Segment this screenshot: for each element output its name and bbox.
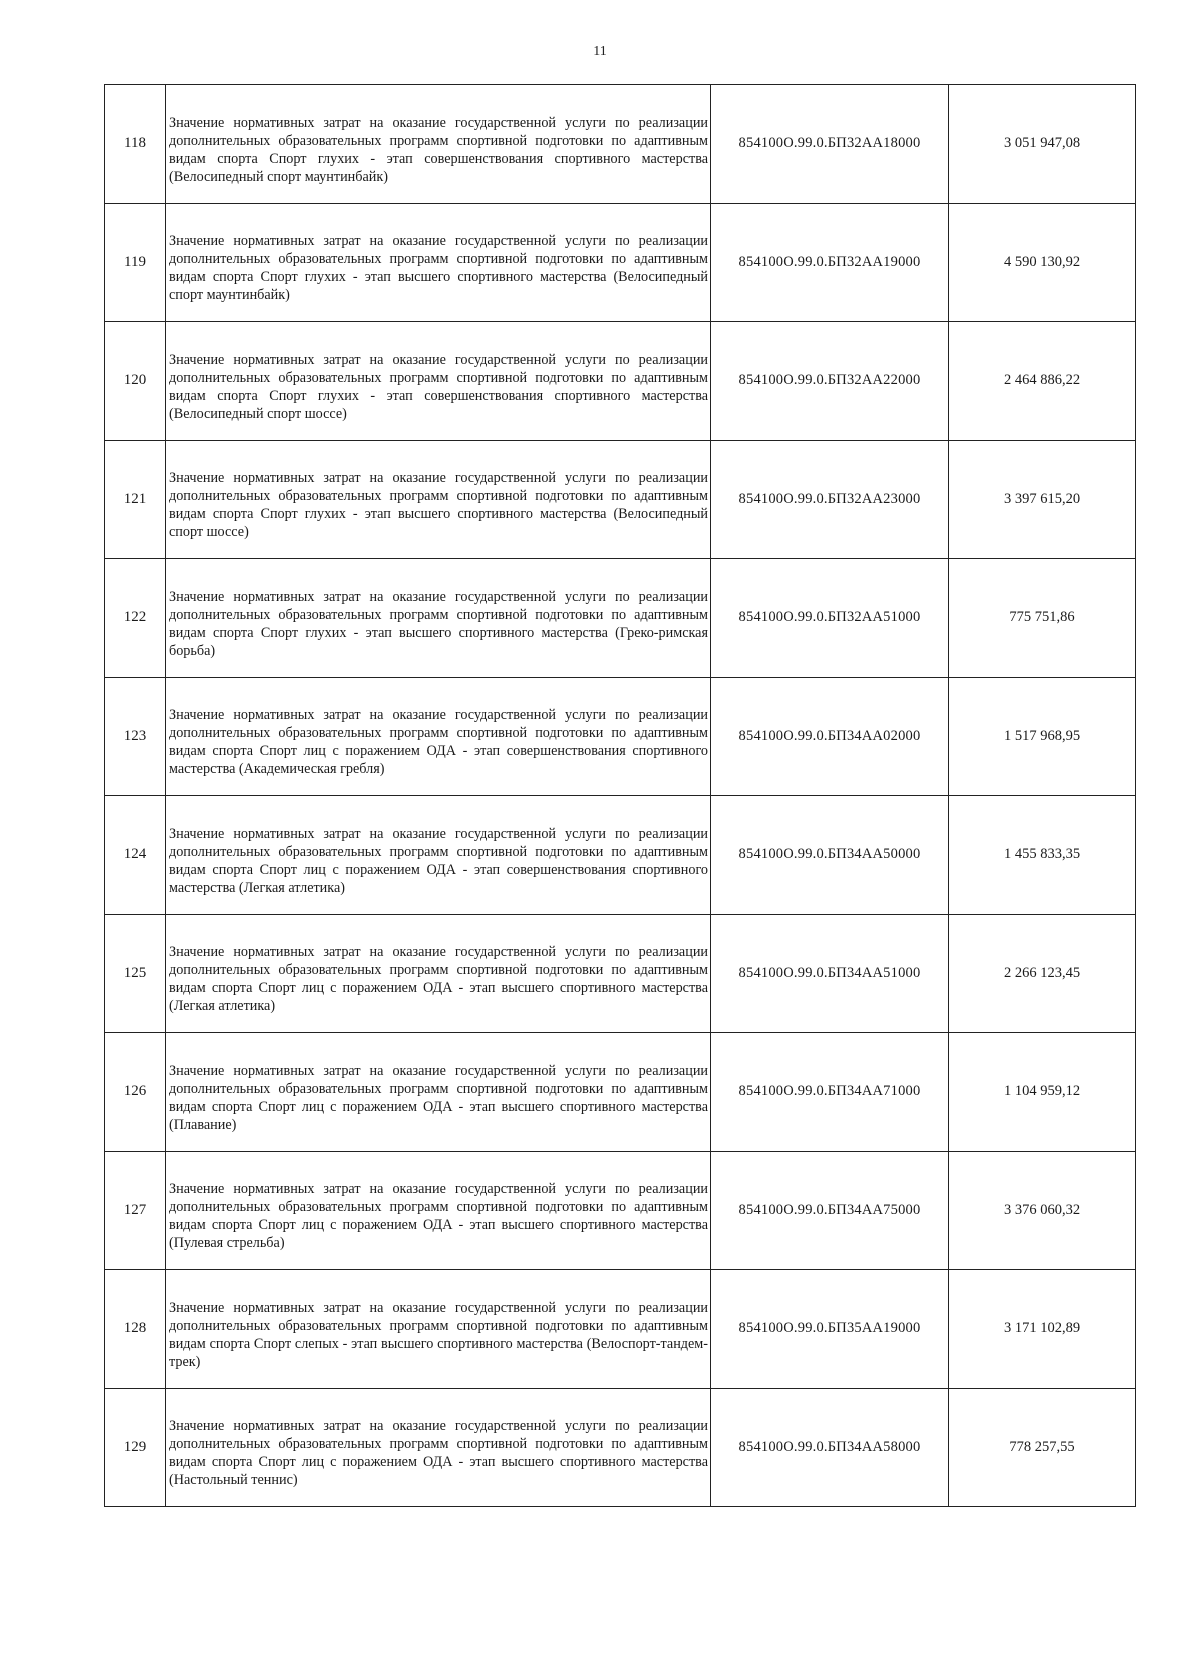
service-description: Значение нормативных затрат на оказание государственной услуги по реализации дополнительных образовательных программ спортивной подготовки по адаптивным видам спорта Спорт глухих - этап совершенствования спортивного мастерства (Велосипедный спорт маунтинбайк) — [169, 114, 708, 185]
service-description: Значение нормативных затрат на оказание государственной услуги по реализации дополнительных образовательных программ спортивной подготовки по адаптивным видам спорта Спорт лиц с поражением ОДА - этап высшего спортивного мастерства (Настольный теннис) — [169, 1418, 708, 1489]
service-description-cell — [166, 796, 711, 915]
registry-code-cell — [711, 1033, 949, 1152]
registry-code-cell — [711, 1388, 949, 1507]
service-description-cell — [166, 85, 711, 204]
registry-code: 854100О.99.0.БП32АА22000 — [738, 372, 921, 389]
cost-amount-cell — [949, 1151, 1136, 1270]
cost-amount: 778 257,55 — [1009, 1438, 1075, 1455]
row-number-cell — [105, 322, 166, 441]
row-number-cell — [105, 1033, 166, 1152]
table-row — [105, 559, 1136, 678]
registry-code: 854100О.99.0.БП32АА19000 — [738, 253, 921, 270]
service-description: Значение нормативных затрат на оказание государственной услуги по реализации дополнительных образовательных программ спортивной подготовки по адаптивным видам спорта Спорт глухих - этап высшего спортивного мастерства (Велосипедный спорт маунтинбайк) — [169, 233, 708, 304]
cost-amount: 1 517 968,95 — [1003, 727, 1081, 744]
service-description-cell — [166, 1388, 711, 1507]
cost-amount: 775 751,86 — [1009, 609, 1075, 626]
cost-amount: 2 464 886,22 — [1003, 372, 1081, 389]
service-description-cell — [166, 203, 711, 322]
service-description: Значение нормативных затрат на оказание государственной услуги по реализации дополнительных образовательных программ спортивной подготовки по адаптивным видам спорта Спорт глухих - этап высшего спортивного мастерства (Греко-римская борьба) — [169, 588, 708, 659]
cost-amount: 3 376 060,32 — [1003, 1201, 1081, 1218]
table-row — [105, 1033, 1136, 1152]
registry-code: 854100О.99.0.БП34АА71000 — [738, 1083, 921, 1100]
registry-code: 854100О.99.0.БП32АА18000 — [738, 135, 921, 152]
service-description: Значение нормативных затрат на оказание государственной услуги по реализации дополнительных образовательных программ спортивной подготовки по адаптивным видам спорта Спорт лиц с поражением ОДА - этап совершенствования спортивного мастерства (Легкая атлетика) — [169, 825, 708, 896]
table-row — [105, 440, 1136, 559]
row-number: 119 — [124, 253, 146, 270]
row-number-cell — [105, 559, 166, 678]
service-description-cell — [166, 440, 711, 559]
registry-code-cell — [711, 677, 949, 796]
registry-code-cell — [711, 559, 949, 678]
registry-code: 854100О.99.0.БП34АА51000 — [738, 964, 921, 981]
cost-amount: 1 455 833,35 — [1003, 846, 1081, 863]
registry-code-cell — [711, 796, 949, 915]
row-number-cell — [105, 85, 166, 204]
table-row — [105, 85, 1136, 204]
normative-costs-table — [104, 84, 1136, 1507]
registry-code: 854100О.99.0.БП34АА58000 — [738, 1438, 921, 1455]
registry-code-cell — [711, 203, 949, 322]
cost-amount: 4 590 130,92 — [1003, 253, 1081, 270]
registry-code: 854100О.99.0.БП34АА50000 — [738, 846, 921, 863]
row-number: 118 — [124, 135, 146, 152]
service-description-cell — [166, 677, 711, 796]
cost-amount-cell — [949, 85, 1136, 204]
table-row — [105, 796, 1136, 915]
cost-amount: 3 171 102,89 — [1003, 1320, 1081, 1337]
row-number-cell — [105, 1270, 166, 1389]
cost-amount-cell — [949, 203, 1136, 322]
registry-code: 854100О.99.0.БП34АА75000 — [738, 1201, 921, 1218]
cost-amount-cell — [949, 1033, 1136, 1152]
row-number: 120 — [123, 372, 147, 389]
cost-amount-cell — [949, 559, 1136, 678]
table-row — [105, 914, 1136, 1033]
row-number-cell — [105, 1388, 166, 1507]
table-row — [105, 1270, 1136, 1389]
row-number: 121 — [123, 490, 147, 507]
registry-code-cell — [711, 440, 949, 559]
registry-code: 854100О.99.0.БП34АА02000 — [738, 727, 921, 744]
cost-amount-cell — [949, 796, 1136, 915]
registry-code-cell — [711, 85, 949, 204]
cost-amount: 3 051 947,08 — [1003, 135, 1081, 152]
service-description-cell — [166, 1033, 711, 1152]
row-number-cell — [105, 203, 166, 322]
row-number: 129 — [123, 1438, 147, 1455]
service-description: Значение нормативных затрат на оказание государственной услуги по реализации дополнительных образовательных программ спортивной подготовки по адаптивным видам спорта Спорт глухих - этап совершенствования спортивного мастерства (Велосипедный спорт шоссе) — [169, 351, 708, 422]
table-row — [105, 322, 1136, 441]
service-description-cell — [166, 322, 711, 441]
cost-amount: 1 104 959,12 — [1003, 1083, 1081, 1100]
row-number: 128 — [123, 1320, 147, 1337]
row-number: 122 — [123, 609, 147, 626]
service-description-cell — [166, 559, 711, 678]
row-number-cell — [105, 796, 166, 915]
registry-code-cell — [711, 1151, 949, 1270]
cost-amount-cell — [949, 677, 1136, 796]
service-description: Значение нормативных затрат на оказание государственной услуги по реализации дополнительных образовательных программ спортивной подготовки по адаптивным видам спорта Спорт глухих - этап высшего спортивного мастерства (Велосипедный спорт шоссе) — [169, 470, 708, 541]
registry-code-cell — [711, 322, 949, 441]
registry-code: 854100О.99.0.БП35АА19000 — [738, 1320, 921, 1337]
cost-amount-cell — [949, 1270, 1136, 1389]
service-description: Значение нормативных затрат на оказание государственной услуги по реализации дополнительных образовательных программ спортивной подготовки по адаптивным видам спорта Спорт лиц с поражением ОДА - этап высшего спортивного мастерства (Легкая атлетика) — [169, 944, 708, 1015]
row-number-cell — [105, 677, 166, 796]
registry-code: 854100О.99.0.БП32АА23000 — [738, 490, 921, 507]
row-number: 123 — [123, 727, 147, 744]
service-description-cell — [166, 1151, 711, 1270]
row-number: 127 — [123, 1201, 147, 1218]
registry-code: 854100О.99.0.БП32АА51000 — [738, 609, 921, 626]
service-description-cell — [166, 914, 711, 1033]
table-row — [105, 1151, 1136, 1270]
table-row — [105, 203, 1136, 322]
cost-amount-cell — [949, 322, 1136, 441]
row-number: 124 — [123, 846, 147, 863]
row-number: 125 — [123, 964, 147, 981]
service-description: Значение нормативных затрат на оказание государственной услуги по реализации дополнительных образовательных программ спортивной подготовки по адаптивным видам спорта Спорт слепых - этап высшего спортивного мастерства (Велоспорт-тандем-трек) — [169, 1299, 708, 1370]
table-row — [105, 1388, 1136, 1507]
cost-amount-cell — [949, 914, 1136, 1033]
service-description-cell — [166, 1270, 711, 1389]
cost-amount: 2 266 123,45 — [1003, 964, 1081, 981]
cost-amount: 3 397 615,20 — [1003, 490, 1081, 507]
service-description: Значение нормативных затрат на оказание государственной услуги по реализации дополнительных образовательных программ спортивной подготовки по адаптивным видам спорта Спорт лиц с поражением ОДА - этап совершенствования спортивного мастерства (Академическая гребля) — [169, 707, 708, 778]
table-body — [105, 85, 1136, 1507]
registry-code-cell — [711, 914, 949, 1033]
cost-amount-cell — [949, 440, 1136, 559]
registry-code-cell — [711, 1270, 949, 1389]
row-number: 126 — [123, 1083, 147, 1100]
cost-amount-cell — [949, 1388, 1136, 1507]
table-row — [105, 677, 1136, 796]
page-number: 11 — [593, 44, 607, 59]
service-description: Значение нормативных затрат на оказание государственной услуги по реализации дополнительных образовательных программ спортивной подготовки по адаптивным видам спорта Спорт лиц с поражением ОДА - этап высшего спортивного мастерства (Плавание) — [169, 1062, 708, 1133]
row-number-cell — [105, 1151, 166, 1270]
row-number-cell — [105, 914, 166, 1033]
service-description: Значение нормативных затрат на оказание государственной услуги по реализации дополнительных образовательных программ спортивной подготовки по адаптивным видам спорта Спорт лиц с поражением ОДА - этап высшего спортивного мастерства (Пулевая стрельба) — [169, 1181, 708, 1252]
row-number-cell — [105, 440, 166, 559]
